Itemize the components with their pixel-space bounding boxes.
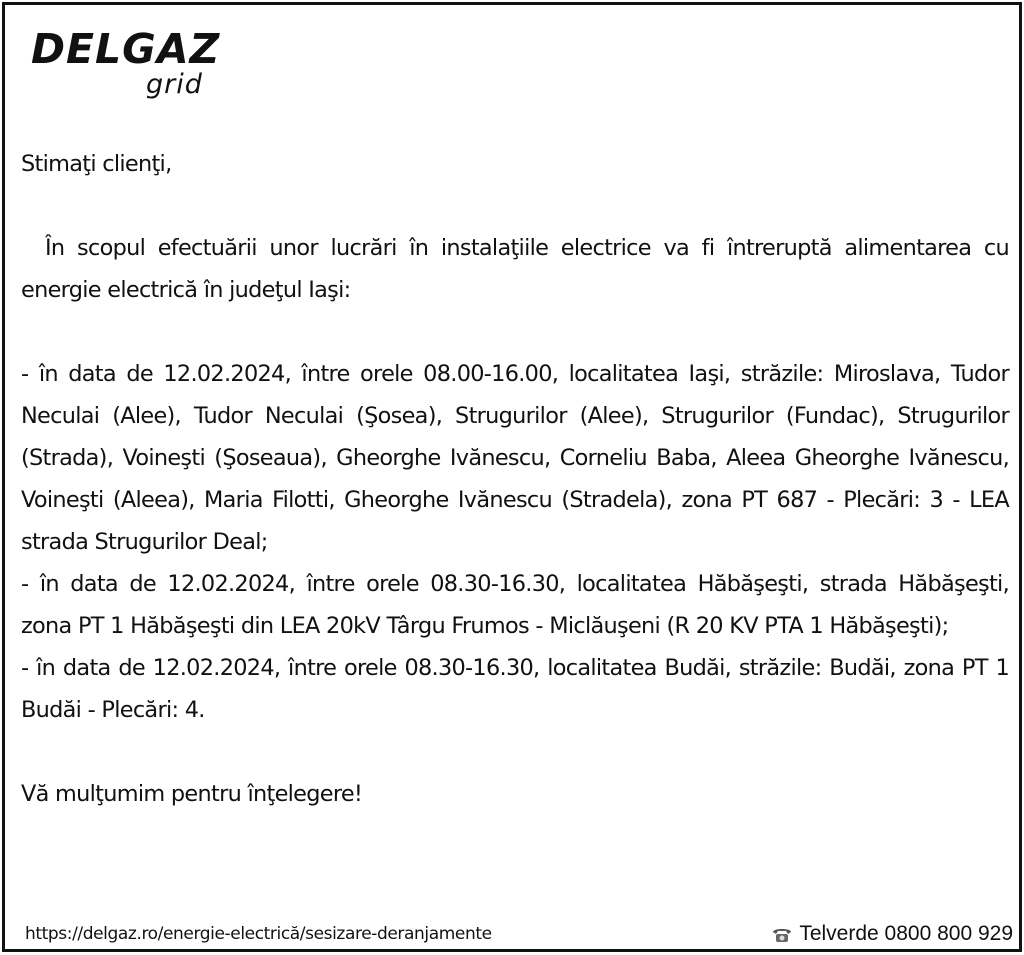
- intro-paragraph: În scopul efectuării unor lucrări în instalaţiile electrice va fi întreruptă alimentarea cu energie electrică în judeţul Iaşi:: [21, 235, 1009, 303]
- hotline-number: Telverde 0800 800 929: [799, 922, 1013, 945]
- hotline: [771, 921, 1013, 947]
- thanks-line: Vă mulţumim pentru înţelegere!: [21, 781, 363, 807]
- outage-item-1: - în data de 12.02.2024, între orele 08.00-16.00, localitatea Iaşi, străzile: Miroslava, Tudor Neculai (Alee), Tudor Neculai (Şosea), Strugurilor (Alee), Strugurilor (Fundac), Strugurilor (Strada), Voineşti (Şoseaua), Gheorghe Ivănescu, Corneliu Baba, Aleea Gheorghe Ivănescu, Voineşti (Aleea), Maria Filotti, Gheorghe Ivănescu (Stradela), zona PT 687 - Plecări: 3 - LEA strada Strugurilor Deal;: [21, 361, 1009, 555]
- notice-frame: [2, 2, 1022, 952]
- greeting: Stimaţi clienţi,: [21, 151, 172, 177]
- spacer: [21, 185, 1009, 227]
- telephone-icon: [771, 925, 793, 943]
- footer: [25, 921, 1017, 949]
- outage-report-link[interactable]: https://delgaz.ro/energie-electrică/sesizare-deranjamente: [25, 924, 492, 944]
- outage-item-2: - în data de 12.02.2024, între orele 08.30-16.30, localitatea Hăbăşeşti, strada Hăbăşeşti, zona PT 1 Hăbăşeşti din LEA 20kV Târgu Frumos - Miclăuşeni (R 20 KV PTA 1 Hăbăşeşti);: [21, 571, 1009, 639]
- logo-sub-text: grid: [146, 69, 203, 100]
- letter-body: [21, 143, 1009, 815]
- logo-main-text: DELGAZ: [31, 25, 221, 73]
- spacer: [21, 311, 1009, 353]
- delgaz-grid-logo: [31, 25, 231, 107]
- spacer: [21, 731, 1009, 773]
- outage-item-3: - în data de 12.02.2024, între orele 08.30-16.30, localitatea Budăi, străzile: Budăi, zona PT 1 Budăi - Plecări: 4.: [21, 655, 1009, 723]
